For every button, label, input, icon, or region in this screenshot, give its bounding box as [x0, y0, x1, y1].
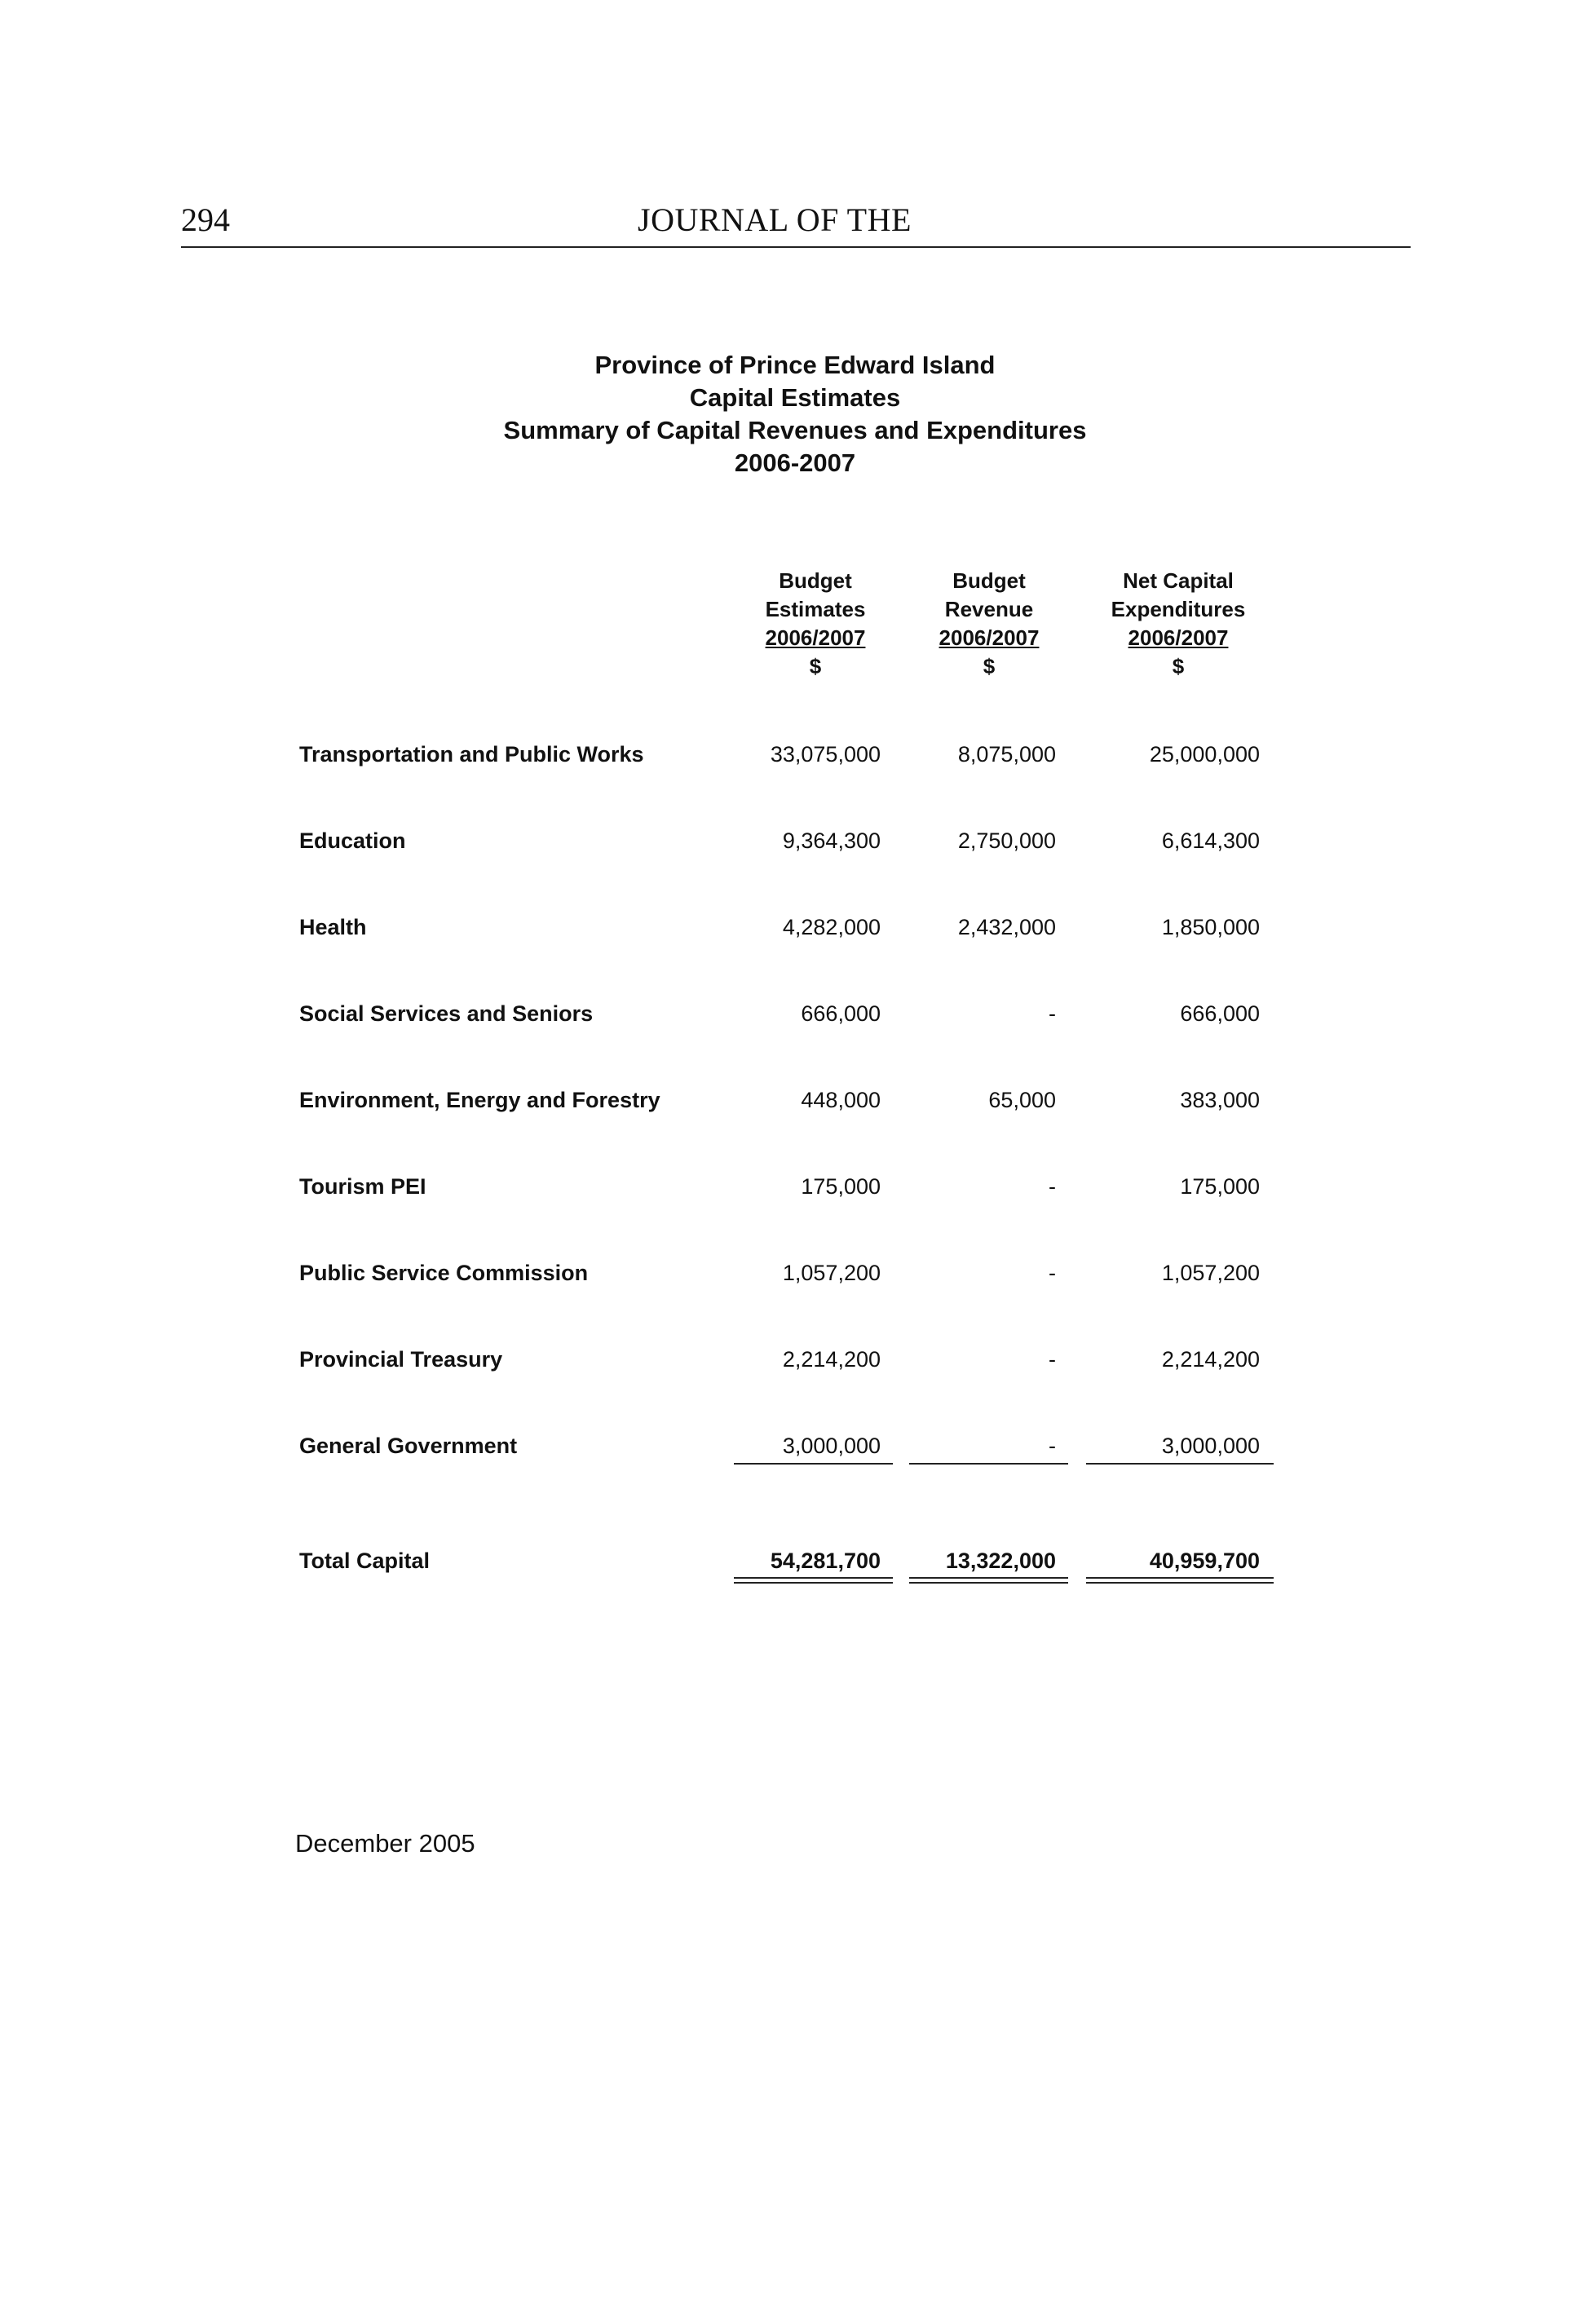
column-header-line: Budget — [779, 568, 852, 593]
table-row — [0, 911, 1590, 943]
column-header-line: Revenue — [944, 597, 1034, 621]
running-head — [181, 197, 1411, 248]
total-double-rule — [734, 1577, 893, 1584]
column-header-net-capital-expenditures — [1072, 567, 1284, 681]
budget-revenue-value: - — [1049, 1261, 1056, 1285]
budget-revenue-value: 2,750,000 — [957, 828, 1056, 853]
subtotal-rule — [734, 1463, 893, 1465]
total-double-rule — [1086, 1577, 1274, 1584]
column-header-year: 2006/2007 — [1128, 625, 1229, 650]
column-header-line: Net Capital — [1123, 568, 1234, 593]
budget-estimates-value: 666,000 — [801, 1001, 881, 1026]
table-row — [0, 824, 1590, 857]
row-label: Environment, Energy and Forestry — [299, 1088, 660, 1112]
total-budget-estimates: 54,281,700 — [770, 1549, 881, 1573]
column-header-unit: $ — [1172, 654, 1185, 678]
budget-revenue-value: - — [1049, 1347, 1056, 1372]
row-label: Education — [299, 828, 406, 853]
budget-revenue-value: 8,075,000 — [957, 742, 1056, 767]
column-header-line: Budget — [952, 568, 1026, 593]
budget-revenue-value: - — [1049, 1001, 1056, 1026]
budget-estimates-value: 2,214,200 — [782, 1347, 881, 1372]
row-label: Tourism PEI — [299, 1174, 426, 1199]
net-capital-value: 25,000,000 — [1149, 742, 1260, 767]
budget-revenue-value: 65,000 — [988, 1088, 1056, 1112]
budget-estimates-value: 3,000,000 — [782, 1434, 881, 1458]
row-label: Health — [299, 915, 367, 939]
page-number: 294 — [181, 201, 230, 238]
net-capital-value: 1,057,200 — [1161, 1261, 1260, 1285]
title-line-fiscal-year: 2006-2007 — [734, 448, 856, 477]
total-row — [0, 1544, 1590, 1577]
net-capital-value: 6,614,300 — [1161, 828, 1260, 853]
column-header-year: 2006/2007 — [939, 625, 1040, 650]
row-label: Provincial Treasury — [299, 1347, 503, 1372]
budget-estimates-value: 448,000 — [801, 1088, 881, 1112]
net-capital-value: 1,850,000 — [1161, 915, 1260, 939]
row-label: Transportation and Public Works — [299, 742, 644, 767]
budget-estimates-value: 175,000 — [801, 1174, 881, 1199]
column-header-line: Expenditures — [1111, 597, 1246, 621]
table-row — [0, 997, 1590, 1030]
net-capital-value: 383,000 — [1180, 1088, 1260, 1112]
subtotal-rule — [909, 1463, 1068, 1465]
budget-estimates-value: 4,282,000 — [782, 915, 881, 939]
column-header-budget-revenue — [883, 567, 1095, 681]
net-capital-value: 3,000,000 — [1161, 1434, 1260, 1458]
row-label: Social Services and Seniors — [299, 1001, 594, 1026]
budget-revenue-value: - — [1049, 1174, 1056, 1199]
net-capital-value: 175,000 — [1180, 1174, 1260, 1199]
table-row — [0, 1429, 1590, 1462]
subtotal-rule — [1086, 1463, 1274, 1465]
row-label: Public Service Commission — [299, 1261, 589, 1285]
document-date: December 2005 — [295, 1829, 475, 1858]
total-label: Total Capital — [299, 1549, 431, 1573]
journal-title: JOURNAL OF THE — [638, 201, 912, 238]
total-net-capital: 40,959,700 — [1149, 1549, 1260, 1573]
column-header-unit: $ — [809, 654, 822, 678]
table-row — [0, 1084, 1590, 1116]
budget-revenue-value: - — [1049, 1434, 1056, 1458]
total-double-rule — [909, 1577, 1068, 1584]
budget-estimates-value: 33,075,000 — [770, 742, 881, 767]
column-header-unit: $ — [983, 654, 996, 678]
title-line-summary: Summary of Capital Revenues and Expenditures — [503, 416, 1087, 444]
budget-estimates-value: 1,057,200 — [782, 1261, 881, 1285]
table-row — [0, 1170, 1590, 1203]
column-header-year: 2006/2007 — [765, 625, 866, 650]
document-title — [306, 349, 1284, 479]
title-line-capital-estimates: Capital Estimates — [689, 383, 901, 412]
table-row — [0, 738, 1590, 771]
table-row — [0, 1257, 1590, 1289]
table-row — [0, 1343, 1590, 1376]
title-line-province: Province of Prince Edward Island — [594, 351, 996, 379]
budget-revenue-value: 2,432,000 — [957, 915, 1056, 939]
net-capital-value: 2,214,200 — [1161, 1347, 1260, 1372]
row-label: General Government — [299, 1434, 518, 1458]
budget-estimates-value: 9,364,300 — [782, 828, 881, 853]
total-budget-revenue: 13,322,000 — [945, 1549, 1056, 1573]
net-capital-value: 666,000 — [1180, 1001, 1260, 1026]
column-header-line: Estimates — [765, 597, 866, 621]
